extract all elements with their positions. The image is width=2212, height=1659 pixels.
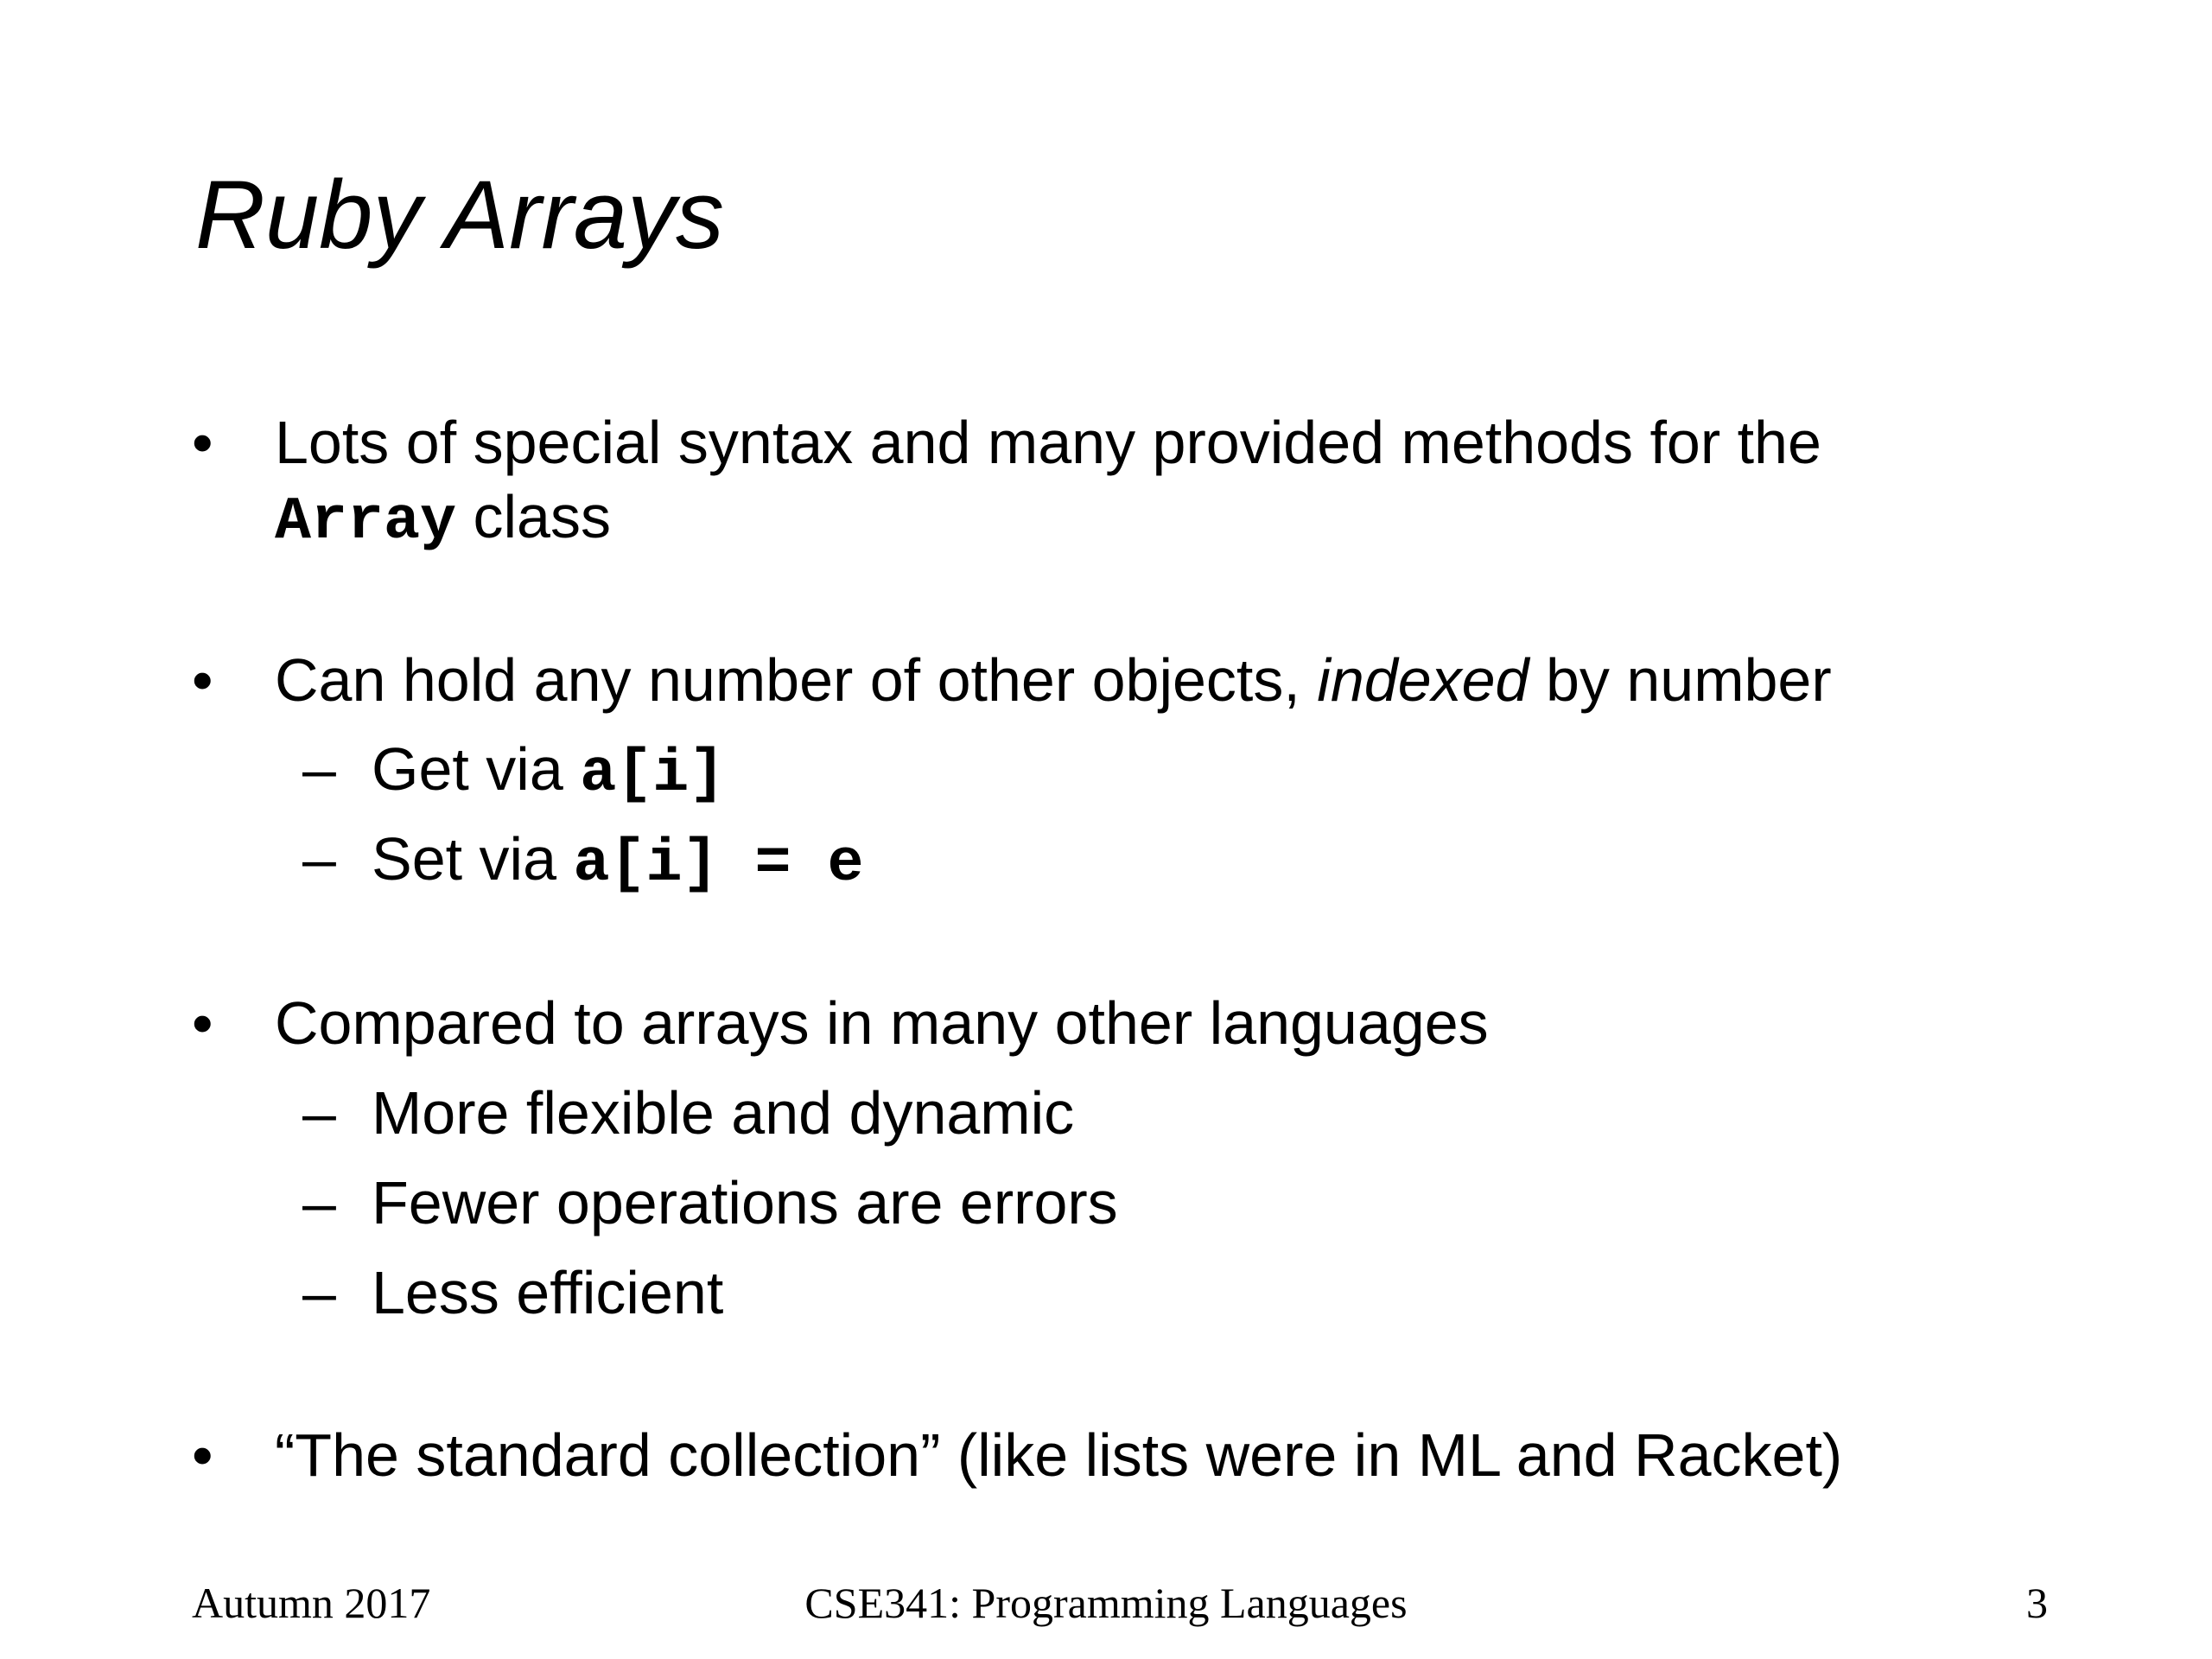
sub-marker: – xyxy=(302,1169,336,1236)
bullet-marker: • xyxy=(192,989,213,1057)
footer-center: CSE341: Programming Languages xyxy=(804,1579,1408,1627)
bullet-3-sub-1 xyxy=(372,1077,1074,1149)
sub-marker: – xyxy=(302,1079,336,1147)
sub-text: Less efficient xyxy=(372,1259,724,1326)
sub-code: a[i] = e xyxy=(573,830,864,899)
bullet-2-sub-1 xyxy=(372,733,725,811)
bullet-1-line-1 xyxy=(275,406,1821,479)
sub-text: Get via xyxy=(372,735,581,803)
bullet-marker: • xyxy=(192,646,213,714)
sub-marker: – xyxy=(302,735,336,803)
bullet-2-text: Can hold any number of other objects, xyxy=(275,646,1318,714)
sub-text: More flexible and dynamic xyxy=(372,1079,1075,1147)
bullet-1-text-end: class xyxy=(456,483,611,550)
sub-text: Set via xyxy=(372,825,574,893)
bullet-2-line xyxy=(275,644,1832,716)
bullet-3-sub-2 xyxy=(372,1166,1118,1239)
bullet-3-line xyxy=(275,987,1489,1059)
bullet-2-sub-2 xyxy=(372,823,864,901)
bullet-4-text: “The standard collection” (like lists were in ML and Racket) xyxy=(275,1421,1843,1489)
bullet-2-text-end: by number xyxy=(1529,646,1832,714)
bullet-marker: • xyxy=(192,409,213,476)
bullet-3-sub-3 xyxy=(372,1256,723,1329)
bullet-marker: • xyxy=(192,1421,213,1489)
bullet-1-line-2 xyxy=(275,480,611,559)
sub-marker: – xyxy=(302,825,336,893)
sub-marker: – xyxy=(302,1259,336,1326)
footer-page-number: 3 xyxy=(2026,1579,2048,1627)
bullet-4-line xyxy=(275,1419,1842,1491)
bullet-1-text: Lots of special syntax and many provided methods for the xyxy=(275,409,1821,476)
sub-code: a[i] xyxy=(580,741,726,809)
array-code: Array xyxy=(275,488,457,556)
slide-title: Ruby Arrays xyxy=(195,161,725,269)
bullet-3-text: Compared to arrays in many other languages xyxy=(275,989,1489,1057)
bullet-2-emphasis: indexed xyxy=(1317,646,1529,714)
footer-left: Autumn 2017 xyxy=(192,1579,431,1627)
sub-text: Fewer operations are errors xyxy=(372,1169,1118,1236)
